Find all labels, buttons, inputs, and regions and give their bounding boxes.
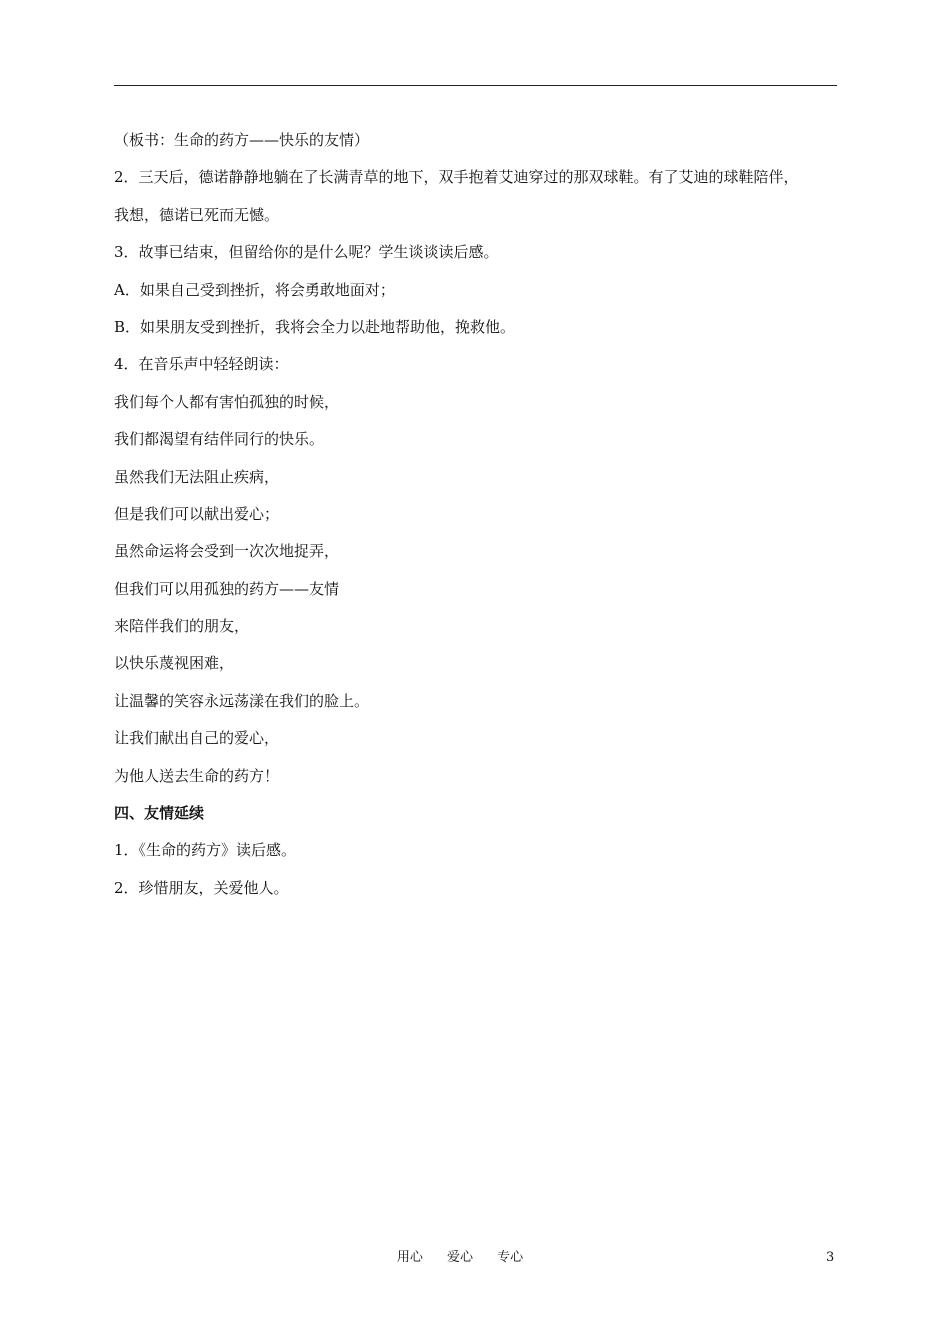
body-line: （板书：生命的药方——快乐的友情） <box>114 131 370 149</box>
body-line: 2．珍惜朋友，关爱他人。 <box>114 878 289 897</box>
body-line: B．如果朋友受到挫折，我将会全力以赴地帮助他，挽救他。 <box>114 317 516 336</box>
footer-word: 专心 <box>497 1250 524 1265</box>
poem-line: 为他人送去生命的药方！ <box>114 766 280 785</box>
document-body <box>114 122 846 907</box>
poem-line: 我们每个人都有害怕孤独的时候， <box>114 392 340 411</box>
poem-line: 但是我们可以献出爱心； <box>114 504 280 523</box>
body-line: 2．三天后，德诺静静地躺在了长满青草的地下，双手抱着艾迪穿过的那双球鞋。有了艾迪的球鞋陪伴， <box>114 168 799 187</box>
footer-word: 用心 <box>396 1250 423 1265</box>
poem-line: 虽然我们无法阻止疾病， <box>114 467 280 486</box>
section-heading: 四、友情延续 <box>114 804 205 823</box>
poem-line: 我们都渴望有结伴同行的快乐。 <box>114 430 325 449</box>
page-number: 3 <box>826 1250 835 1265</box>
header-rule <box>114 85 837 86</box>
poem-line: 但我们可以用孤独的药方——友情 <box>114 579 340 598</box>
body-line: 我想，德诺已死而无憾。 <box>114 205 280 224</box>
poem-line: 让我们献出自己的爱心， <box>114 729 280 748</box>
footer-word: 爱心 <box>446 1250 473 1265</box>
body-line: A．如果自己受到挫折，将会勇敢地面对； <box>114 280 395 299</box>
body-line: 1．《生命的药方》读后感。 <box>114 841 297 860</box>
footer-motto <box>0 1248 920 1268</box>
body-line: 4．在音乐声中轻轻朗读： <box>114 355 289 374</box>
body-line: 3．故事已结束，但留给你的是什么呢？学生谈谈读后感。 <box>114 243 499 262</box>
poem-line: 来陪伴我们的朋友， <box>114 617 250 636</box>
poem-line: 虽然命运将会受到一次次地捉弄， <box>114 542 340 561</box>
poem-line: 以快乐蔑视困难， <box>114 654 235 673</box>
poem-line: 让温馨的笑容永远荡漾在我们的脸上。 <box>114 691 370 710</box>
